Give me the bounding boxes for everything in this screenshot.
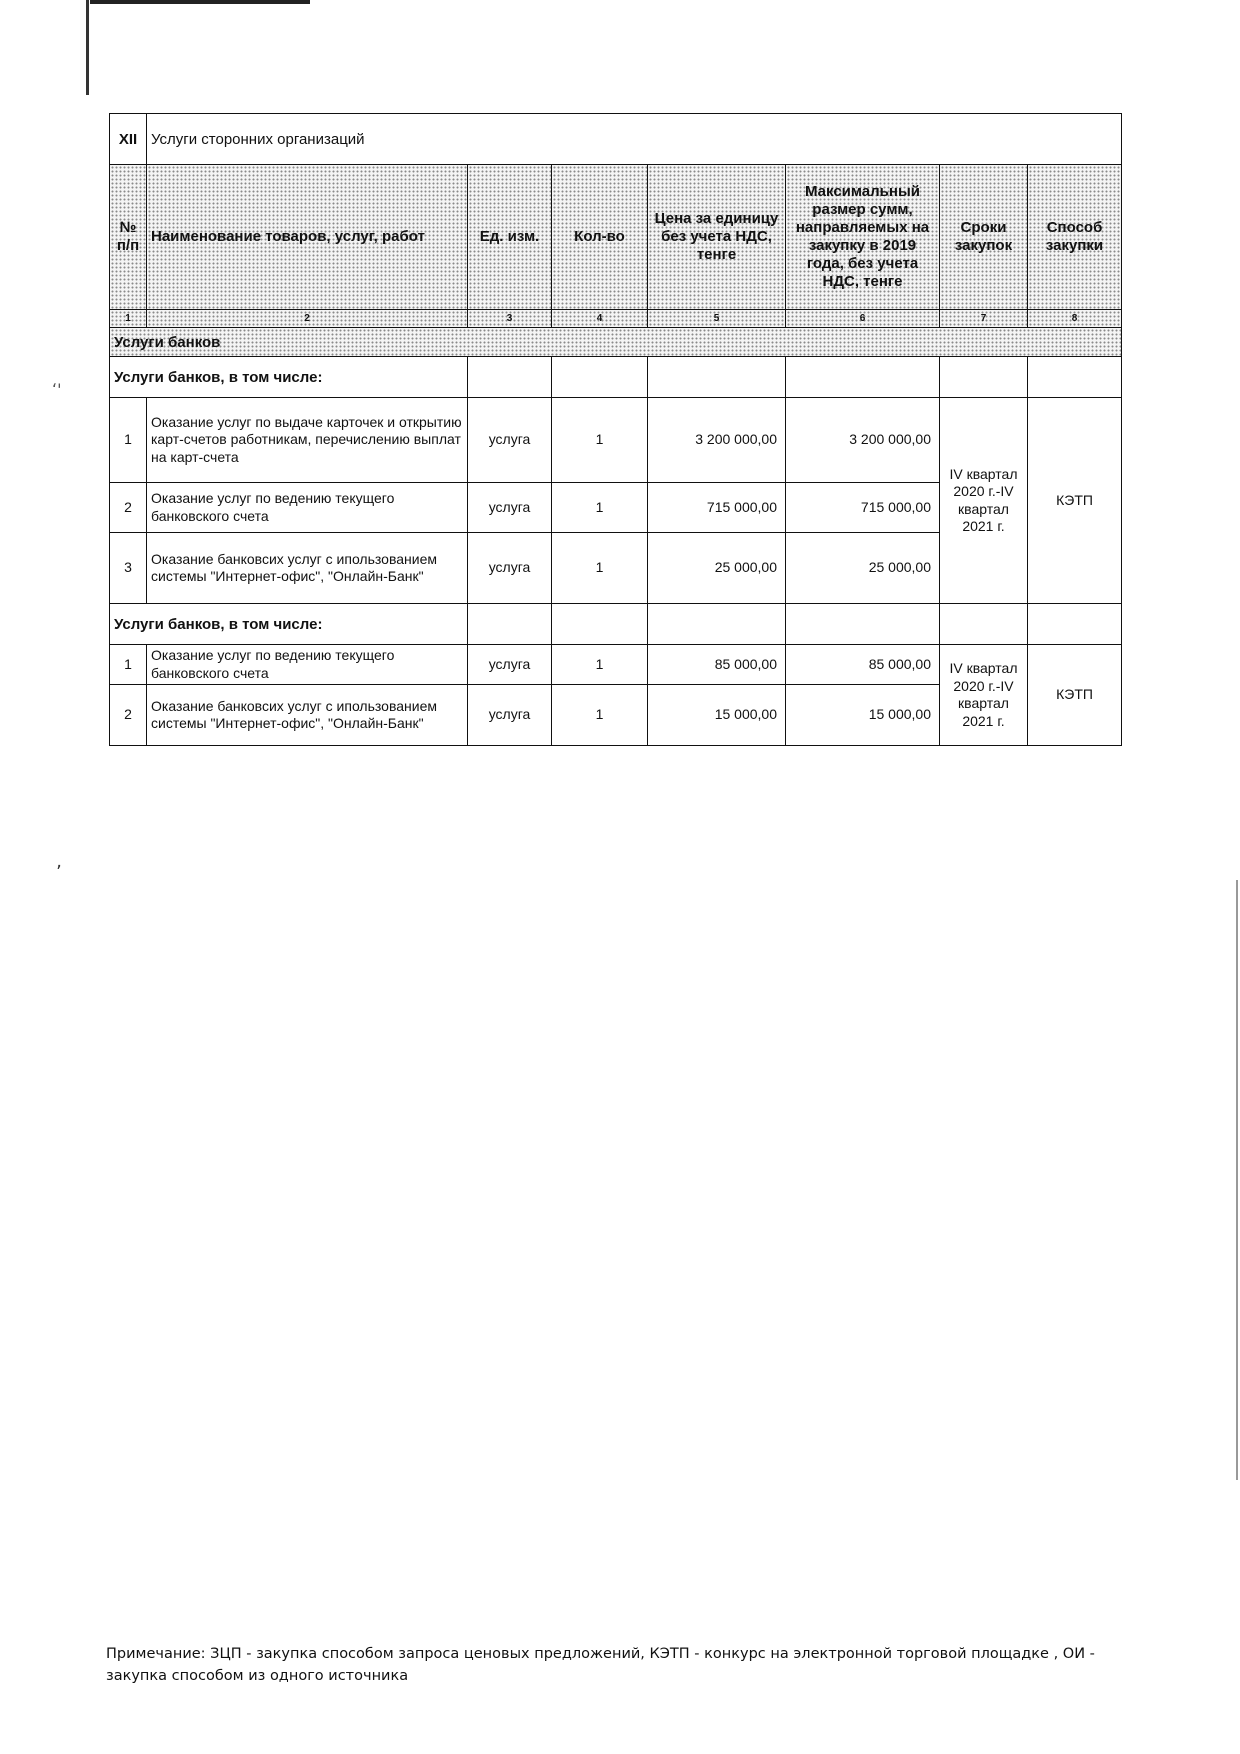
header-quantity: Кол-во	[552, 165, 648, 310]
item-unit-price: 25 000,00	[648, 533, 786, 604]
empty-cell	[1028, 604, 1122, 645]
item-total: 85 000,00	[786, 645, 940, 685]
item-quantity: 1	[552, 398, 648, 483]
table-row	[110, 398, 1122, 483]
group-row	[110, 328, 1122, 357]
scan-artifact-right-line	[1236, 880, 1238, 1480]
column-index-row	[110, 310, 1122, 328]
item-name: Оказание банковсих услуг с ипользованием системы "Интернет-офис", "Онлайн-Банк"	[147, 685, 468, 746]
empty-cell	[552, 604, 648, 645]
procurement-period: IV квартал 2020 г.-IV квартал 2021 г.	[940, 398, 1028, 604]
scan-artifact-top-line	[90, 0, 310, 4]
item-number: 1	[110, 645, 147, 685]
scan-artifact-mark: ʼ	[56, 862, 62, 883]
column-index: 3	[468, 310, 552, 328]
column-index: 1	[110, 310, 147, 328]
empty-cell	[552, 357, 648, 398]
item-name: Оказание услуг по ведению текущего банковского счета	[147, 645, 468, 685]
item-name: Оказание услуг по выдаче карточек и открытию карт-счетов работникам, перечислению выплат на карт-счета	[147, 398, 468, 483]
item-unit: услуга	[468, 533, 552, 604]
column-index: 4	[552, 310, 648, 328]
empty-cell	[940, 604, 1028, 645]
item-total: 15 000,00	[786, 685, 940, 746]
item-unit: услуга	[468, 398, 552, 483]
column-index: 8	[1028, 310, 1122, 328]
empty-cell	[940, 357, 1028, 398]
item-number: 2	[110, 483, 147, 533]
procurement-method: КЭТП	[1028, 398, 1122, 604]
empty-cell	[1028, 357, 1122, 398]
header-period: Сроки закупок	[940, 165, 1028, 310]
empty-cell	[468, 604, 552, 645]
section-title: Услуги сторонних организаций	[147, 114, 1122, 165]
item-quantity: 1	[552, 483, 648, 533]
item-number: 1	[110, 398, 147, 483]
header-unit: Ед. изм.	[468, 165, 552, 310]
header-unit-price: Цена за единицу без учета НДС, тенге	[648, 165, 786, 310]
scan-artifact-left-line	[86, 0, 89, 95]
empty-cell	[648, 604, 786, 645]
item-total: 715 000,00	[786, 483, 940, 533]
section-row	[110, 114, 1122, 165]
empty-cell	[786, 357, 940, 398]
subgroup-header-row	[110, 604, 1122, 645]
item-unit: услуга	[468, 685, 552, 746]
item-unit-price: 15 000,00	[648, 685, 786, 746]
column-index: 6	[786, 310, 940, 328]
item-unit-price: 85 000,00	[648, 645, 786, 685]
item-quantity: 1	[552, 533, 648, 604]
subgroup-label: Услуги банков, в том числе:	[110, 604, 468, 645]
item-unit-price: 3 200 000,00	[648, 398, 786, 483]
empty-cell	[786, 604, 940, 645]
header-number: № п/п	[110, 165, 147, 310]
table-row	[110, 645, 1122, 685]
section-number: XII	[110, 114, 147, 165]
item-name: Оказание услуг по ведению текущего банковского счета	[147, 483, 468, 533]
item-name: Оказание банковсих услуг с ипользованием системы "Интернет-офис", "Онлайн-Банк"	[147, 533, 468, 604]
subgroup-header-row	[110, 357, 1122, 398]
subgroup-label: Услуги банков, в том числе:	[110, 357, 468, 398]
group-title: Услуги банков	[110, 328, 1122, 357]
procurement-plan-table	[109, 113, 1122, 746]
header-row	[110, 165, 1122, 310]
item-total: 25 000,00	[786, 533, 940, 604]
header-name: Наименование товаров, услуг, работ	[147, 165, 468, 310]
header-method: Способ закупки	[1028, 165, 1122, 310]
item-number: 3	[110, 533, 147, 604]
item-unit: услуга	[468, 483, 552, 533]
item-quantity: 1	[552, 685, 648, 746]
empty-cell	[648, 357, 786, 398]
item-unit-price: 715 000,00	[648, 483, 786, 533]
column-index: 7	[940, 310, 1028, 328]
item-unit: услуга	[468, 645, 552, 685]
empty-cell	[468, 357, 552, 398]
procurement-method: КЭТП	[1028, 645, 1122, 746]
column-index: 5	[648, 310, 786, 328]
item-number: 2	[110, 685, 147, 746]
header-max-amount: Максимальный размер сумм, направляемых на закупку в 2019 года, без учета НДС, тенге	[786, 165, 940, 310]
footnote: Примечание: ЗЦП - закупка способом запроса ценовых предложений, КЭТП - конкурс на электронной торговой площадке , ОИ - закупка способом из одного источника	[106, 1646, 1095, 1685]
item-quantity: 1	[552, 645, 648, 685]
scan-artifact-mark: ʻ'	[52, 380, 62, 399]
column-index: 2	[147, 310, 468, 328]
item-total: 3 200 000,00	[786, 398, 940, 483]
procurement-period: IV квартал 2020 г.-IV квартал 2021 г.	[940, 645, 1028, 746]
